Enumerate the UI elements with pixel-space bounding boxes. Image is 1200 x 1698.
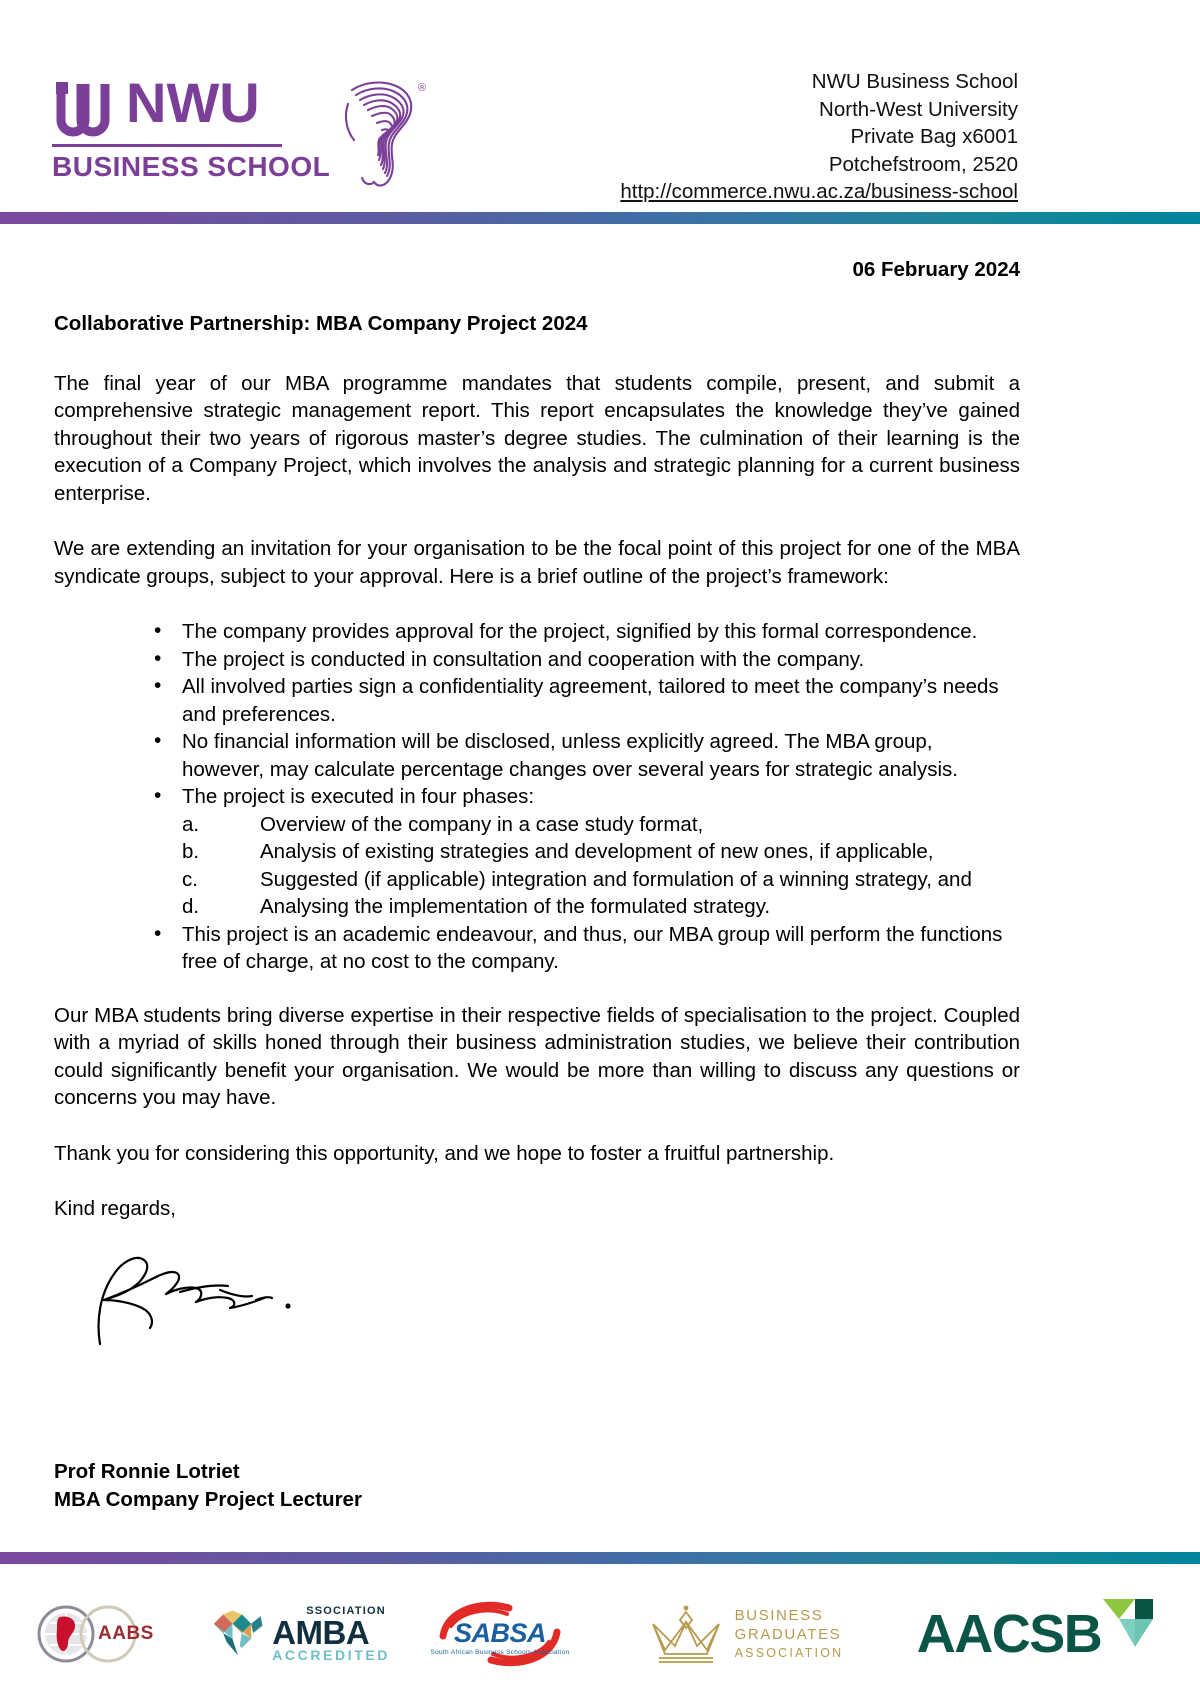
accreditation-logos: [0, 1570, 1200, 1698]
list-item: • The company provides approval for the project, signified by this formal correspondence.: [54, 618, 1020, 646]
list-item: • The project is conducted in consultation and cooperation with the company.: [54, 646, 1020, 674]
framework-outline: [54, 618, 1020, 976]
phase-marker: c.: [182, 867, 198, 891]
letter-date: 06 February 2024: [852, 258, 1020, 281]
bga-line-2: GRADUATES: [734, 1625, 842, 1643]
letter-subject: Collaborative Partnership: MBA Company Project 2024: [54, 312, 588, 335]
africa-fingerprint-icon: [330, 74, 430, 192]
nwu-business-school-logo: [52, 71, 427, 182]
aacsb-logo: [890, 1570, 1180, 1698]
phase-item: [182, 893, 1020, 921]
phase-marker: a.: [182, 812, 200, 836]
bga-line-1: BUSINESS: [734, 1606, 824, 1624]
website-link[interactable]: http://commerce.nwu.ac.za/business-school: [620, 180, 1018, 203]
list-item: • All involved parties sign a confidentiality agreement, tailored to meet the company’s needs and preferences.: [54, 673, 1020, 728]
crown-icon: [647, 1602, 725, 1666]
nwu-wordmark: NWU: [126, 71, 260, 134]
aacsb-label: AACSB: [916, 1604, 1102, 1664]
header-gradient-bar: [0, 212, 1200, 224]
paragraph-4: Thank you for considering this opportunity, and we hope to foster a fruitful partnership.: [54, 1141, 835, 1165]
bga-text: [735, 1606, 844, 1663]
phase-text: Overview of the company in a case study format,: [260, 812, 704, 836]
letterhead-header: [0, 0, 1200, 224]
registered-trademark-icon: ®: [418, 82, 427, 94]
phase-text: Suggested (if applicable) integration and formulation of a winning strategy, and: [260, 867, 972, 891]
sabsa-label: SABSA: [453, 1618, 546, 1648]
address-line-2: North-West University: [819, 97, 1018, 121]
letter-body: [54, 310, 1020, 1249]
project-phases-list: [182, 811, 1020, 921]
aabs-logo: [20, 1570, 190, 1698]
signer-name: Prof Ronnie Lotriet: [54, 1460, 240, 1483]
nwu-monogram-icon: [52, 80, 114, 142]
bga-logo: [620, 1570, 870, 1698]
bga-line-3: ASSOCIATION: [734, 1645, 844, 1660]
signature-block: [54, 1458, 362, 1513]
phase-text: Analysis of existing strategies and development of new ones, if applicable,: [260, 840, 934, 863]
list-item-label: The project is executed in four phases:: [182, 785, 535, 808]
list-item: • No financial information will be disclosed, unless explicitly agreed. The MBA group, however, may calculate percentage changes over several years for strategic analysis.: [54, 728, 1020, 783]
paragraph-3: Our MBA students bring diverse expertise in their respective fields of specialisation to the project. Coupled with a myriad of skills honed through their business administration studies, we believe their contribution could significantly benefit your organisation. We would be more than willing to discuss any questions or concerns you may have.: [54, 1003, 1020, 1109]
sabsa-logo: [420, 1570, 580, 1698]
amba-logo: [210, 1570, 390, 1698]
amba-association-label: SSOCIATION: [306, 1605, 386, 1617]
signature-dot: [285, 1303, 290, 1308]
address-line-1: NWU Business School: [811, 70, 1018, 93]
phase-marker: d.: [182, 895, 200, 918]
amba-diamond-icon: [210, 1605, 266, 1663]
sabsa-tagline: South African Business Schools Association: [430, 1649, 570, 1656]
paragraph-2: We are extending an invitation for your organisation to be the focal point of this project for one of the MBA syndicate groups, subject to your approval. Here is a brief outline of the project’s framework:: [54, 537, 1020, 588]
amba-accredited-label: ACCREDITED: [272, 1647, 390, 1663]
closing-salutation: Kind regards,: [54, 1197, 176, 1220]
footer-gradient-bar: [0, 1552, 1200, 1564]
institution-address: [620, 68, 1018, 206]
phase-item: [182, 866, 1020, 894]
amba-text: [272, 1606, 390, 1662]
business-school-wordmark: BUSINESS SCHOOL: [52, 151, 331, 182]
amba-main-label: AMBA: [272, 1614, 370, 1651]
list-item: [54, 783, 1020, 921]
phase-item: [182, 838, 1020, 866]
address-line-4: Potchefstroom, 2520: [828, 152, 1018, 176]
handwritten-signature: [70, 1248, 330, 1358]
phase-text: Analysing the implementation of the formulated strategy.: [260, 895, 771, 918]
aacsb-mark-icon: [1103, 1599, 1153, 1651]
list-item: • This project is an academic endeavour, and thus, our MBA group will perform the functions free of charge, at no cost to the company.: [54, 921, 1020, 976]
paragraph-1: The final year of our MBA programme mandates that students compile, present, and submit a comprehensive strategic management report. This report encapsulates the knowledge they’ve gained throughout their two years of rigorous master’s degree studies. The culmination of their learning is the execution of a Company Project, which involves the analysis and strategic planning for a current business enterprise.: [54, 371, 1020, 505]
phase-item: [182, 811, 1020, 839]
logo-divider-rule: [52, 144, 282, 147]
signer-title: MBA Company Project Lecturer: [54, 1487, 362, 1511]
address-line-3: Private Bag x6001: [850, 125, 1018, 148]
phase-marker: b.: [182, 840, 200, 863]
aabs-label: AABS: [98, 1623, 154, 1644]
